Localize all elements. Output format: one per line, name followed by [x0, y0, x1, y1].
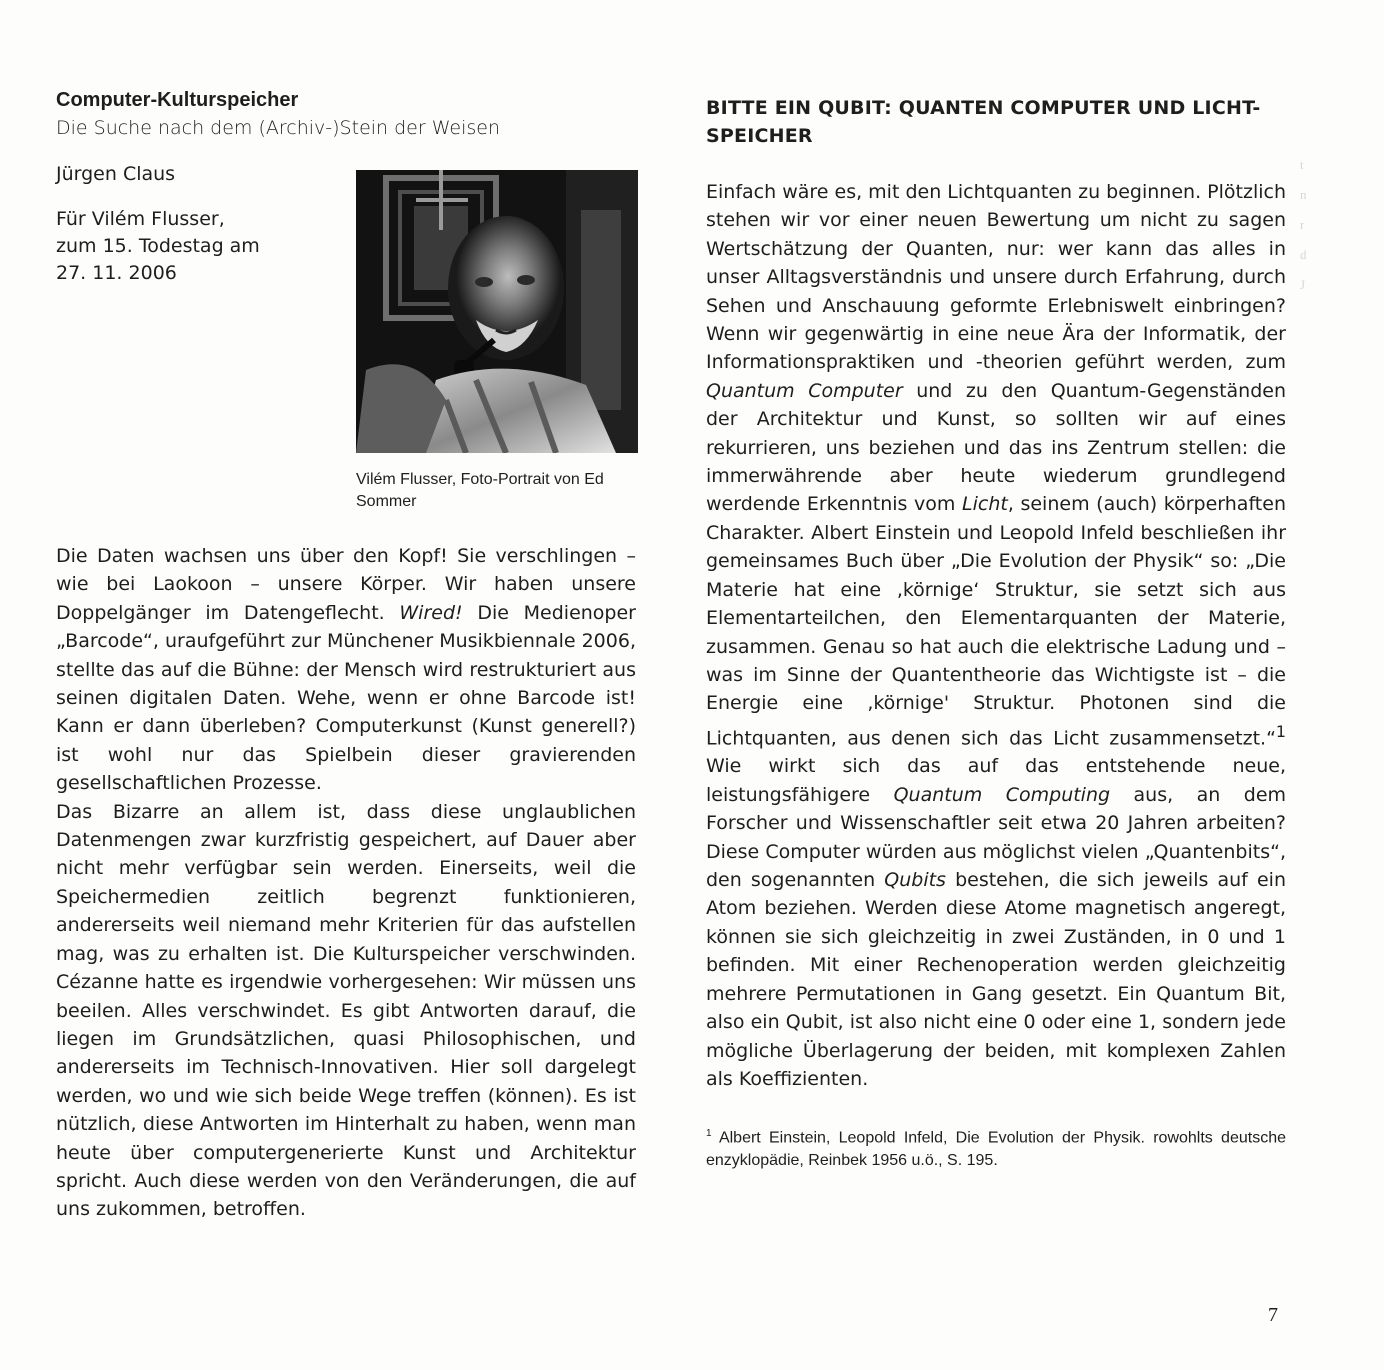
left-body-text: [56, 542, 636, 1224]
text-run: und zu den Quantum-Gegenständen der Architektur und Kunst, so sollten wir auf eines rekurrieren, uns beziehen und das ins Zentrum stellen: die immerwährende aber heute wiederum grundlegend werdende Erkenntnis vom: [706, 379, 1286, 516]
text-run: bestehen, die sich jeweils auf ein Atom beziehen. Werden diese Atome magnetisch angeregt, können sie sich gleichzeitig in zwei Zuständen, in 0 und 1 befinden. Mit einer Rechenoperation werden gleichzeitig mehrere Permutationen in Gang gesetzt. Ein Quantum Bit, also ein Qubit, ist also nicht eine 0 oder eine 1, sondern jede mögliche Überlagerung der beiden, mit komplexen Zahlen als Koeffizienten.: [706, 869, 1286, 1090]
margin-letter: J: [1300, 277, 1306, 292]
margin-letter: d: [1300, 247, 1307, 262]
dedication-line: 27. 11. 2006: [56, 262, 177, 284]
article-subtitle: Die Suche nach dem (Archiv-)Stein der Weisen: [56, 117, 500, 139]
margin-letter: t: [1300, 157, 1304, 172]
text-run: Einfach wäre es, mit den Lichtquanten zu beginnen. Plötzlich stehen wir vor einer neuen Bewertung um nicht zu sagen Wertschätzung der Quanten, nur: wer kann das alles in unser Alltagsverständnis und unsere durch Erfahrung, durch Sehen und Anschauung geformte Erlebniswelt einbringen? Wenn wir gegenwärtig in eine neue Ära der Informatik, der Informationspraktiken und -theorien geführt werden, zum: [706, 181, 1286, 374]
text-run: aus, an dem Forscher und Wissenschaftler seit etwa 20 Jahren arbeiten? Diese Computer würden aus möglichst vielen „Quantenbits“, den sogenannten: [706, 783, 1287, 892]
left-column: [56, 86, 636, 1221]
text-run: Wie wirkt sich das auf das entstehende neue, leistungsfähigere: [706, 755, 1286, 806]
italic-text: Quantum Computing: [893, 783, 1111, 806]
footnote: [706, 1123, 1286, 1171]
footnote-marker: 1: [706, 1128, 712, 1140]
footnote-reference: 1: [1275, 721, 1286, 741]
text-run: Die Medienoper „Barcode“, uraufgeführt zur Münchener Musikbiennale 2006, stellte das auf die Bühne: der Mensch wird restrukturiert aus seinen digitalen Daten. Wehe, wenn er ohne Barcode ist! Kann er dann überleben? Computerkunst (Kunst generell?) ist wohl nur das Spielbein dieser gravierenden gesellschaftlichen Prozesse.: [56, 601, 636, 795]
footnote-text: Albert Einstein, Leopold Infeld, Die Evolution der Physik. rowohlts deutsche enzyklopädie, Reinbek 1956 u.ö., S. 195.: [706, 1129, 1286, 1169]
section-heading: BITTE EIN QUBIT: QUANTEN COMPUTER UND LICHT-SPEICHER: [706, 97, 1261, 147]
portrait-photo: [356, 170, 638, 453]
italic-text: Wired!: [399, 601, 463, 624]
bleed-through-letters: [1300, 150, 1320, 300]
article-title: Computer-Kulturspeicher: [56, 89, 299, 111]
author-name: Jürgen Claus: [56, 163, 176, 185]
portrait-figure: [356, 170, 638, 513]
page-number: 7: [1268, 1304, 1278, 1326]
right-column: [706, 94, 1286, 1172]
right-body-text: [706, 178, 1286, 1093]
paragraph: [56, 542, 636, 798]
margin-letter: r: [1300, 217, 1305, 232]
text-run: , seinem (auch) körperhaften Charakter. Albert Einstein und Leopold Infeld beschließen ihr gemeinsames Buch über „Die Evolution der Physik“ so: „Die Materie hat eine ‚körnige‘ Struktur, sie setzt sich aus Elementarteilchen, den Elementarquanten der Materie, zusammen. Genau so hat auch die elektrische Ladung und – was im Sinne der Quantentheorie das Wichtigste ist – die Energie eine ‚körnige' Struktur. Photonen sind die Lichtquanten, aus denen sich das Licht zusammensetzt.“: [706, 493, 1286, 750]
text-run: Die Daten wachsen uns über den Kopf! Sie verschlingen – wie bei Laokoon – unsere Körper. Wir haben unsere Doppelgänger im Datengeflecht.: [56, 545, 636, 624]
dedication: [56, 206, 316, 287]
paragraph: Das Bizarre an allem ist, dass diese unglaublichen Datenmengen zwar kurzfristig gespeichert, auf Dauer aber nicht mehr verfügbar sein werden. Einerseits, weil die Speichermedien zeitlich begrenzt funktionieren, andererseits weil niemand mehr Kriterien für das aufstellen mag, was zu erhalten ist. Die Kulturspeicher verschwinden. Cézanne hatte es irgendwie vorhergesehen: Wir müssen uns beeilen. Alles verschwindet. Es gibt Antworten darauf, die liegen im Grundsätzlichen, quasi Philosophischen, und andererseits im Technisch-Innovativen. Hier soll dargelegt werden, wo und wie sich beide Wege treffen (können). Es ist nützlich, diese Antworten im Hinterhalt zu haben, wenn man heute über computergenerierte Kunst und Architektur spricht. Auch diese werden von den Veränderungen, die auf uns zukommen, betroffen.: [56, 800, 636, 1221]
dedication-line: Für Vilém Flusser,: [56, 208, 225, 230]
dedication-line: zum 15. Todestag am: [56, 235, 260, 257]
photo-caption: Vilém Flusser, Foto-Portrait von Ed Sommer: [356, 471, 604, 510]
margin-letter: n: [1300, 187, 1307, 202]
italic-text: Qubits: [884, 869, 946, 892]
italic-text: Licht: [962, 493, 1008, 516]
italic-text: Quantum Computer: [706, 379, 903, 402]
